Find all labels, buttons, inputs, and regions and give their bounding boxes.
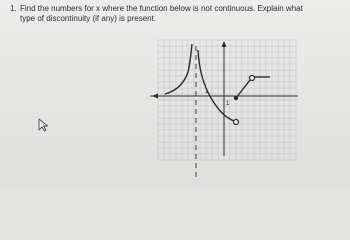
mouse-pointer-icon <box>38 118 50 132</box>
open-circle-point <box>234 120 239 125</box>
question-number: 1. <box>10 4 17 13</box>
closed-circle-point <box>234 96 238 100</box>
graph-grid <box>158 40 296 160</box>
y-axis-arrow-icon <box>222 41 227 47</box>
x-axis-arrow-icon <box>152 94 158 99</box>
open-circle-point <box>250 76 255 81</box>
curve-middle-branch <box>198 50 234 121</box>
question-text: Find the numbers for x where the function below is not continuous. Explain what type of discontinuity (if any) is present. <box>20 4 303 23</box>
y-tick-label: 1 <box>226 101 230 107</box>
x-tick-label: 1 <box>205 89 209 95</box>
